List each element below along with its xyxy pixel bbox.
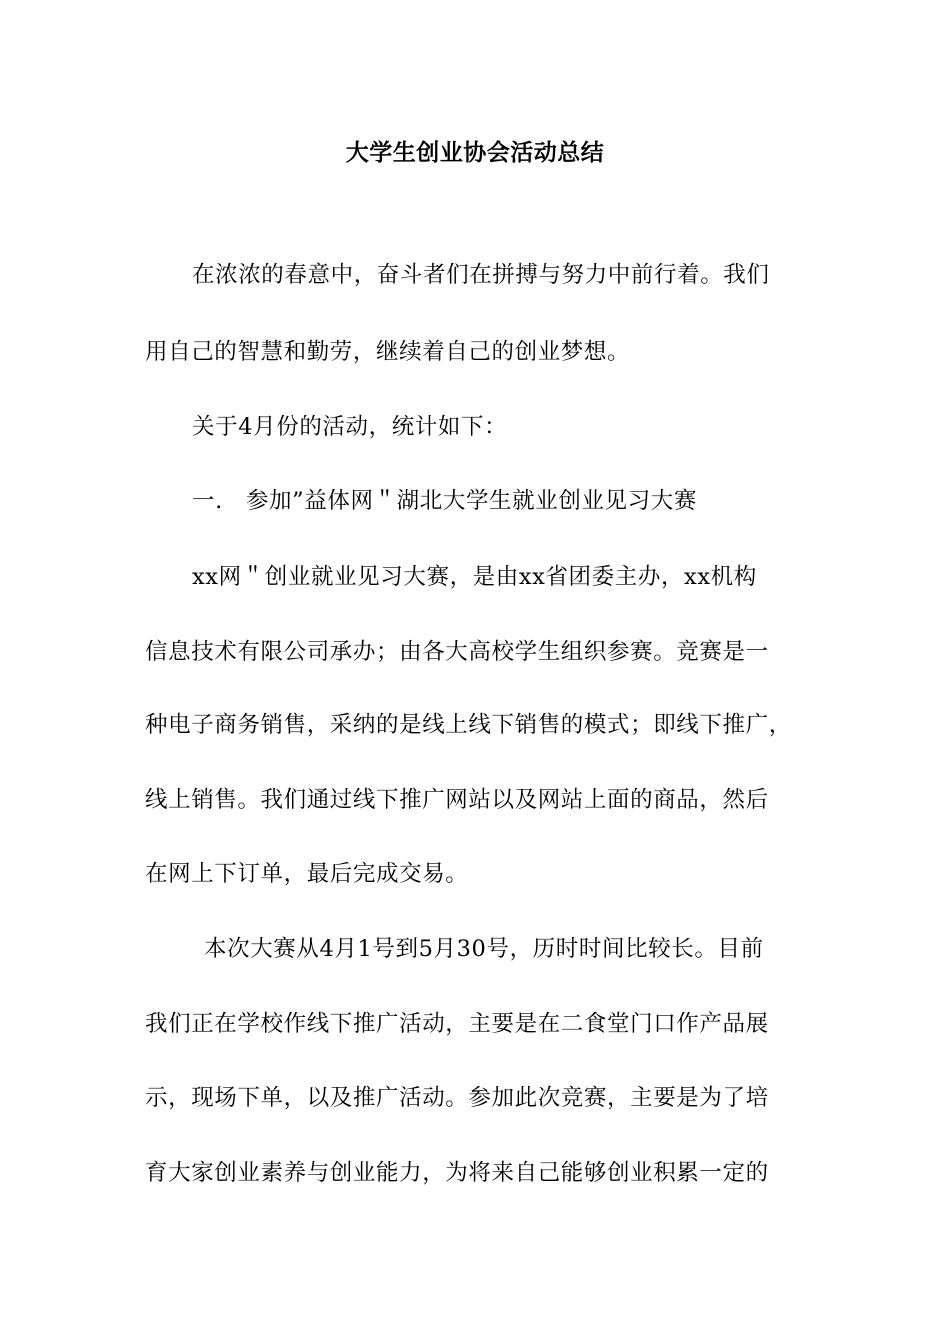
paragraph-line: 我们正在学校作线下推广活动，主要是在二食堂门口作产品展 (145, 1011, 769, 1037)
paragraph-line: 在浓浓的春意中，奋斗者们在拼搏与努力中前行着。我们 (192, 262, 770, 288)
paragraph-line: 种电子商务销售，采纳的是线上线下销售的模式；即线下推广， (145, 712, 792, 738)
paragraph-line: 信息技术有限公司承办；由各大高校学生组织参赛。竞赛是一 (145, 639, 769, 665)
section-heading: 一. 参加”益体网＂湖北大学生就业创业见习大赛 (192, 488, 697, 514)
paragraph-line: 示，现场下单，以及推广活动。参加此次竞赛，主要是为了培 (145, 1085, 769, 1111)
paragraph-line: 用自己的智慧和勤劳，继续着自己的创业梦想。 (145, 339, 631, 365)
paragraph-line: 本次大赛从4月1号到5月30号，历时时间比较长。目前 (204, 936, 764, 962)
paragraph-line: xx网＂创业就业见习大赛，是由xx省团委主办，xx机构 (192, 564, 757, 590)
document-title: 大学生创业协会活动总结 (345, 139, 605, 166)
paragraph-line: 关于4月份的活动，统计如下： (192, 414, 508, 440)
paragraph-line: 育大家创业素养与创业能力，为将来自己能够创业积累一定的 (145, 1160, 769, 1186)
paragraph-line: 在网上下订单，最后完成交易。 (145, 861, 469, 887)
paragraph-line: 线上销售。我们通过线下推广网站以及网站上面的商品，然后 (145, 787, 769, 813)
